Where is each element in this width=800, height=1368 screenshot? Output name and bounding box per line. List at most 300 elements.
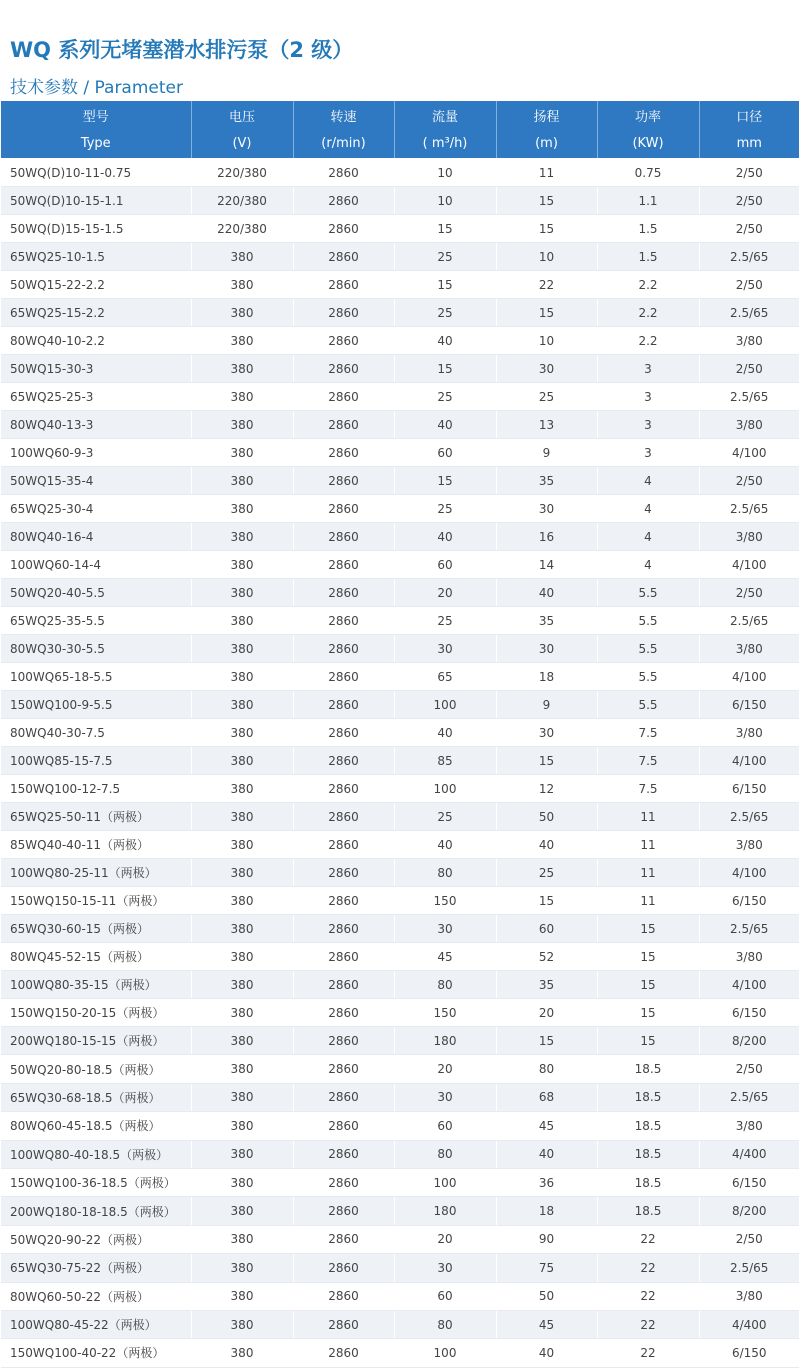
cell-voltage: 380 [191,327,293,355]
cell-diameter: 2.5/65 [699,607,799,635]
table-row [1,1112,799,1140]
cell-speed: 2860 [293,1339,394,1367]
cell-voltage: 380 [191,943,293,971]
cell-head: 30 [496,355,597,383]
header-type-en: Type [1,129,191,159]
cell-power: 7.5 [597,775,699,803]
cell-power: 4 [597,523,699,551]
table-row [1,1027,799,1055]
table-row [1,579,799,607]
cell-type: 80WQ45-52-15（两极） [1,943,191,971]
table-row [1,635,799,663]
cell-type: 80WQ60-45-18.5（两极） [1,1112,191,1140]
cell-power: 5.5 [597,579,699,607]
cell-type: 80WQ40-13-3 [1,411,191,439]
cell-speed: 2860 [293,187,394,215]
cell-voltage: 380 [191,1310,293,1338]
cell-voltage: 380 [191,579,293,607]
cell-type: 65WQ30-75-22（两极） [1,1254,191,1282]
table-row [1,215,799,243]
cell-type: 65WQ25-10-1.5 [1,243,191,271]
cell-power: 4 [597,467,699,495]
cell-voltage: 380 [191,691,293,719]
cell-diameter: 2.5/65 [699,803,799,831]
table-row [1,1083,799,1111]
cell-type: 200WQ180-18-18.5（两极） [1,1197,191,1225]
cell-type: 65WQ25-50-11（两极） [1,803,191,831]
header-voltage-en: (V) [191,129,293,159]
cell-head: 35 [496,467,597,495]
cell-power: 3 [597,383,699,411]
cell-flow: 25 [394,495,496,523]
cell-speed: 2860 [293,663,394,691]
cell-speed: 2860 [293,327,394,355]
header-head-zh: 扬程 [496,101,597,129]
cell-flow: 60 [394,439,496,467]
table-row [1,439,799,467]
cell-head: 45 [496,1310,597,1338]
cell-diameter: 2/50 [699,187,799,215]
cell-flow: 100 [394,1168,496,1196]
cell-speed: 2860 [293,467,394,495]
table-row [1,1225,799,1253]
cell-power: 18.5 [597,1168,699,1196]
cell-type: 150WQ100-9-5.5 [1,691,191,719]
cell-voltage: 380 [191,355,293,383]
cell-type: 65WQ30-60-15（两极） [1,915,191,943]
cell-type: 80WQ40-10-2.2 [1,327,191,355]
table-row [1,467,799,495]
cell-type: 50WQ(D)10-15-1.1 [1,187,191,215]
cell-diameter: 3/80 [699,943,799,971]
cell-diameter: 2.5/65 [699,243,799,271]
cell-flow: 40 [394,719,496,747]
cell-flow: 150 [394,887,496,915]
cell-power: 2.2 [597,299,699,327]
cell-diameter: 2.5/65 [699,299,799,327]
cell-type: 50WQ20-40-5.5 [1,579,191,607]
cell-type: 150WQ100-40-22（两极） [1,1339,191,1367]
cell-voltage: 380 [191,1112,293,1140]
header-head-en: (m) [496,129,597,159]
cell-voltage: 380 [191,803,293,831]
cell-type: 65WQ30-68-18.5（两极） [1,1083,191,1111]
cell-power: 11 [597,831,699,859]
cell-flow: 80 [394,971,496,999]
cell-diameter: 6/150 [699,999,799,1027]
cell-head: 35 [496,607,597,635]
cell-voltage: 380 [191,1225,293,1253]
cell-head: 30 [496,495,597,523]
cell-diameter: 3/80 [699,411,799,439]
table-row [1,831,799,859]
cell-diameter: 4/100 [699,747,799,775]
cell-head: 15 [496,747,597,775]
cell-power: 7.5 [597,719,699,747]
cell-voltage: 380 [191,607,293,635]
cell-voltage: 380 [191,663,293,691]
cell-power: 22 [597,1310,699,1338]
cell-flow: 25 [394,383,496,411]
cell-flow: 150 [394,999,496,1027]
cell-diameter: 6/150 [699,887,799,915]
table-row [1,1055,799,1083]
cell-flow: 100 [394,1339,496,1367]
cell-flow: 25 [394,299,496,327]
cell-speed: 2860 [293,215,394,243]
cell-diameter: 6/150 [699,775,799,803]
table-row [1,271,799,299]
cell-speed: 2860 [293,915,394,943]
cell-head: 16 [496,523,597,551]
cell-power: 18.5 [597,1055,699,1083]
cell-type: 100WQ80-25-11（两极） [1,859,191,887]
cell-flow: 40 [394,523,496,551]
cell-type: 100WQ60-14-4 [1,551,191,579]
cell-head: 45 [496,1112,597,1140]
cell-flow: 10 [394,187,496,215]
cell-power: 5.5 [597,635,699,663]
cell-speed: 2860 [293,943,394,971]
cell-voltage: 380 [191,411,293,439]
cell-flow: 15 [394,355,496,383]
cell-voltage: 380 [191,1197,293,1225]
table-row [1,607,799,635]
cell-diameter: 3/80 [699,719,799,747]
cell-speed: 2860 [293,1027,394,1055]
cell-power: 4 [597,495,699,523]
cell-head: 90 [496,1225,597,1253]
cell-type: 100WQ65-18-5.5 [1,663,191,691]
cell-flow: 80 [394,1310,496,1338]
cell-diameter: 2.5/65 [699,1083,799,1111]
cell-speed: 2860 [293,1282,394,1310]
cell-diameter: 4/100 [699,971,799,999]
cell-speed: 2860 [293,551,394,579]
cell-type: 50WQ15-35-4 [1,467,191,495]
table-row [1,299,799,327]
cell-voltage: 380 [191,551,293,579]
cell-type: 80WQ40-16-4 [1,523,191,551]
cell-power: 15 [597,943,699,971]
cell-power: 15 [597,971,699,999]
cell-head: 9 [496,691,597,719]
cell-power: 22 [597,1225,699,1253]
cell-flow: 80 [394,1140,496,1168]
cell-type: 50WQ(D)15-15-1.5 [1,215,191,243]
cell-power: 18.5 [597,1197,699,1225]
cell-voltage: 380 [191,1254,293,1282]
cell-voltage: 380 [191,1339,293,1367]
cell-speed: 2860 [293,355,394,383]
table-row [1,187,799,215]
cell-speed: 2860 [293,887,394,915]
cell-diameter: 2/50 [699,215,799,243]
cell-flow: 180 [394,1027,496,1055]
cell-diameter: 3/80 [699,635,799,663]
cell-type: 50WQ15-30-3 [1,355,191,383]
cell-power: 22 [597,1254,699,1282]
table-row [1,999,799,1027]
cell-speed: 2860 [293,1168,394,1196]
cell-diameter: 2/50 [699,579,799,607]
cell-flow: 40 [394,831,496,859]
cell-power: 2.2 [597,271,699,299]
cell-speed: 2860 [293,719,394,747]
cell-flow: 100 [394,775,496,803]
cell-speed: 2860 [293,523,394,551]
cell-flow: 180 [394,1197,496,1225]
cell-speed: 2860 [293,831,394,859]
cell-diameter: 4/100 [699,551,799,579]
cell-voltage: 380 [191,775,293,803]
cell-diameter: 4/100 [699,663,799,691]
cell-voltage: 220/380 [191,215,293,243]
cell-flow: 30 [394,635,496,663]
cell-voltage: 380 [191,635,293,663]
table-row [1,383,799,411]
cell-head: 36 [496,1168,597,1196]
cell-flow: 30 [394,1083,496,1111]
cell-voltage: 380 [191,859,293,887]
table-row [1,1339,799,1367]
cell-voltage: 380 [191,887,293,915]
cell-type: 80WQ40-30-7.5 [1,719,191,747]
cell-power: 1.1 [597,187,699,215]
cell-speed: 2860 [293,1225,394,1253]
page-subtitle: 技术参数 / Parameter [10,78,183,98]
cell-type: 150WQ150-20-15（两极） [1,999,191,1027]
cell-head: 15 [496,187,597,215]
header-type-zh: 型号 [1,101,191,129]
table-row [1,1197,799,1225]
table-row [1,1168,799,1196]
cell-head: 25 [496,383,597,411]
table-row [1,803,799,831]
cell-speed: 2860 [293,1197,394,1225]
cell-type: 50WQ20-80-18.5（两极） [1,1055,191,1083]
cell-type: 65WQ25-25-3 [1,383,191,411]
cell-flow: 10 [394,159,496,187]
cell-diameter: 2.5/65 [699,915,799,943]
table-row [1,243,799,271]
cell-voltage: 380 [191,971,293,999]
cell-type: 200WQ180-15-15（两极） [1,1027,191,1055]
cell-flow: 100 [394,691,496,719]
table-row [1,523,799,551]
cell-power: 15 [597,999,699,1027]
cell-head: 75 [496,1254,597,1282]
table-row [1,1282,799,1310]
cell-type: 50WQ15-22-2.2 [1,271,191,299]
cell-diameter: 2/50 [699,1225,799,1253]
cell-flow: 30 [394,915,496,943]
cell-speed: 2860 [293,691,394,719]
cell-voltage: 380 [191,1055,293,1083]
cell-speed: 2860 [293,411,394,439]
cell-speed: 2860 [293,243,394,271]
table-row [1,943,799,971]
cell-type: 65WQ25-30-4 [1,495,191,523]
cell-type: 150WQ100-36-18.5（两极） [1,1168,191,1196]
cell-flow: 20 [394,1225,496,1253]
cell-diameter: 2.5/65 [699,1254,799,1282]
table-row [1,411,799,439]
cell-diameter: 3/80 [699,523,799,551]
cell-speed: 2860 [293,1055,394,1083]
cell-voltage: 220/380 [191,159,293,187]
cell-diameter: 3/80 [699,327,799,355]
cell-flow: 15 [394,467,496,495]
cell-head: 10 [496,243,597,271]
cell-voltage: 380 [191,1140,293,1168]
cell-voltage: 380 [191,243,293,271]
cell-power: 11 [597,887,699,915]
header-speed-zh: 转速 [293,101,394,129]
cell-type: 80WQ30-30-5.5 [1,635,191,663]
cell-diameter: 2/50 [699,467,799,495]
cell-diameter: 3/80 [699,831,799,859]
cell-head: 40 [496,1339,597,1367]
cell-head: 22 [496,271,597,299]
cell-head: 15 [496,299,597,327]
cell-type: 50WQ(D)10-11-0.75 [1,159,191,187]
cell-voltage: 380 [191,1083,293,1111]
cell-speed: 2860 [293,747,394,775]
cell-diameter: 2/50 [699,159,799,187]
cell-head: 30 [496,719,597,747]
cell-head: 30 [496,635,597,663]
cell-speed: 2860 [293,635,394,663]
cell-flow: 25 [394,243,496,271]
cell-flow: 60 [394,1112,496,1140]
table-row [1,747,799,775]
cell-head: 40 [496,1140,597,1168]
cell-flow: 40 [394,327,496,355]
cell-flow: 40 [394,411,496,439]
cell-flow: 60 [394,551,496,579]
cell-power: 15 [597,1027,699,1055]
table-row [1,971,799,999]
cell-flow: 85 [394,747,496,775]
cell-flow: 25 [394,607,496,635]
table-row [1,159,799,187]
cell-power: 11 [597,859,699,887]
table-row [1,355,799,383]
table-row [1,691,799,719]
cell-type: 65WQ25-15-2.2 [1,299,191,327]
cell-type: 150WQ100-12-7.5 [1,775,191,803]
cell-power: 4 [597,551,699,579]
cell-type: 50WQ20-90-22（两极） [1,1225,191,1253]
cell-type: 65WQ25-35-5.5 [1,607,191,635]
cell-flow: 20 [394,579,496,607]
cell-voltage: 380 [191,719,293,747]
header-flow-en: ( m³/h) [394,129,496,159]
cell-voltage: 380 [191,495,293,523]
cell-power: 7.5 [597,747,699,775]
cell-power: 11 [597,803,699,831]
cell-power: 3 [597,439,699,467]
table-header-row-zh [1,101,799,129]
cell-type: 100WQ85-15-7.5 [1,747,191,775]
cell-speed: 2860 [293,1310,394,1338]
table-row [1,719,799,747]
cell-type: 100WQ80-45-22（两极） [1,1310,191,1338]
cell-power: 18.5 [597,1112,699,1140]
table-row [1,775,799,803]
cell-power: 15 [597,915,699,943]
table-body [1,159,799,1368]
cell-speed: 2860 [293,579,394,607]
cell-diameter: 3/80 [699,1112,799,1140]
cell-diameter: 2/50 [699,355,799,383]
header-voltage-zh: 电压 [191,101,293,129]
cell-flow: 20 [394,1055,496,1083]
table-row [1,495,799,523]
cell-head: 9 [496,439,597,467]
cell-power: 5.5 [597,663,699,691]
cell-head: 25 [496,859,597,887]
cell-voltage: 380 [191,1168,293,1196]
cell-speed: 2860 [293,299,394,327]
cell-voltage: 380 [191,439,293,467]
header-diameter-en: mm [699,129,799,159]
cell-diameter: 6/150 [699,1168,799,1196]
parameter-table [1,101,799,1368]
cell-diameter: 2.5/65 [699,495,799,523]
cell-power: 0.75 [597,159,699,187]
table-header-row-en [1,129,799,159]
cell-flow: 65 [394,663,496,691]
cell-speed: 2860 [293,775,394,803]
cell-head: 52 [496,943,597,971]
cell-speed: 2860 [293,1112,394,1140]
cell-voltage: 380 [191,467,293,495]
cell-speed: 2860 [293,495,394,523]
cell-flow: 15 [394,215,496,243]
cell-power: 22 [597,1282,699,1310]
table-row [1,887,799,915]
cell-type: 100WQ60-9-3 [1,439,191,467]
cell-voltage: 380 [191,1282,293,1310]
cell-head: 18 [496,663,597,691]
cell-speed: 2860 [293,999,394,1027]
cell-speed: 2860 [293,1140,394,1168]
cell-type: 150WQ150-15-11（两极） [1,887,191,915]
table-row [1,663,799,691]
cell-flow: 60 [394,1282,496,1310]
cell-diameter: 8/200 [699,1027,799,1055]
cell-power: 1.5 [597,215,699,243]
cell-voltage: 380 [191,299,293,327]
cell-head: 18 [496,1197,597,1225]
cell-speed: 2860 [293,971,394,999]
cell-power: 18.5 [597,1140,699,1168]
cell-head: 50 [496,803,597,831]
cell-head: 11 [496,159,597,187]
cell-head: 40 [496,831,597,859]
cell-voltage: 380 [191,383,293,411]
cell-power: 1.5 [597,243,699,271]
table-row [1,859,799,887]
cell-head: 35 [496,971,597,999]
cell-speed: 2860 [293,803,394,831]
cell-power: 22 [597,1339,699,1367]
cell-head: 50 [496,1282,597,1310]
cell-speed: 2860 [293,1083,394,1111]
cell-head: 10 [496,327,597,355]
